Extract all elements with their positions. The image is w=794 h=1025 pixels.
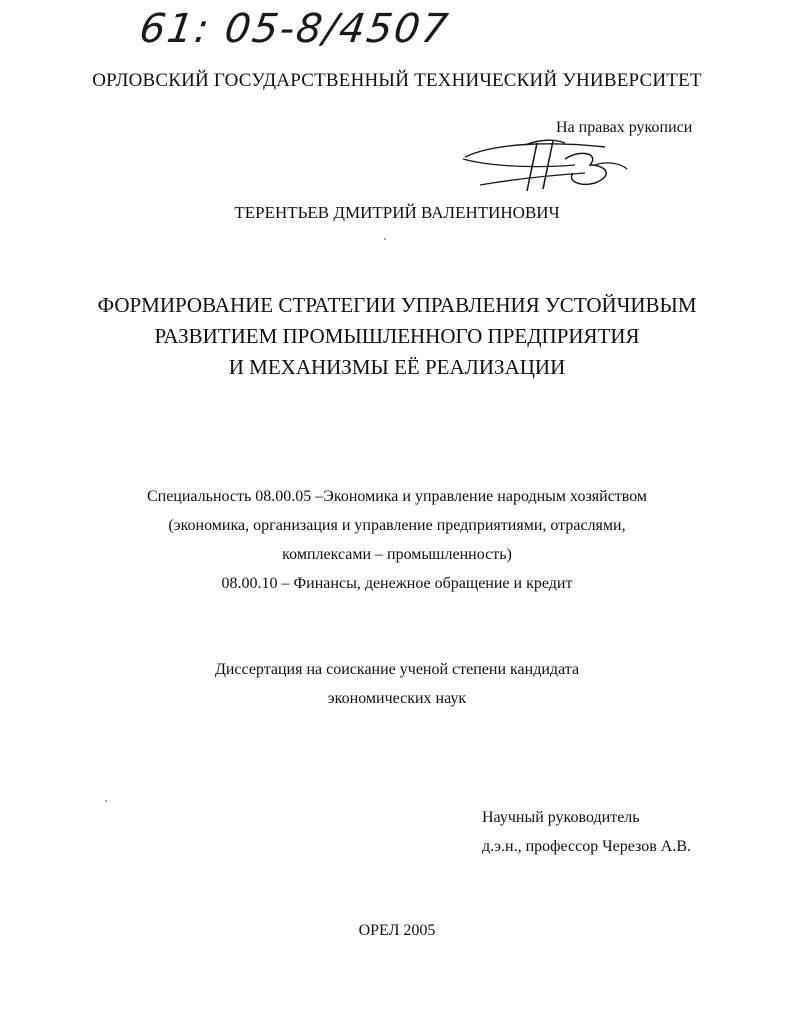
specialty-line: 08.00.10 – Финансы, денежное обращение и кредит [221, 575, 573, 592]
degree-line: экономических наук [327, 690, 467, 707]
title-line: ФОРМИРОВАНИЕ СТРАТЕГИИ УПРАВЛЕНИЯ УСТОЙЧИВЫМ [97, 293, 697, 317]
scan-speck [384, 238, 386, 240]
title-line: И МЕХАНИЗМЫ ЕЁ РЕАЛИЗАЦИИ [228, 355, 566, 379]
city-year: ОРЕЛ 2005 [358, 922, 436, 939]
author-signature [455, 135, 635, 197]
degree-line: Диссертация на соискание ученой степени кандидата [214, 661, 580, 678]
specialty-line: Специальность 08.00.05 –Экономика и управление народным хозяйством [146, 488, 648, 505]
rights-notice: На правах рукописи [556, 119, 693, 136]
specialty-line: (экономика, организация и управление предприятиями, отраслями, [168, 517, 626, 534]
dissertation-title [0, 290, 794, 383]
university-name: ОРЛОВСКИЙ ГОСУДАРСТВЕННЫЙ ТЕХНИЧЕСКИЙ УНИВЕРСИТЕТ [92, 70, 702, 91]
archive-code-handwritten: 61: 05-8/4507 [136, 6, 453, 52]
specialty-line: комплексами – промышленность) [282, 546, 512, 563]
author-name: ТЕРЕНТЬЕВ ДМИТРИЙ ВАЛЕНТИНОВИЧ [234, 203, 560, 222]
scan-speck [105, 800, 107, 802]
advisor-line: Научный руководитель [482, 809, 640, 826]
scientific-advisor [482, 803, 691, 861]
degree-statement [0, 655, 794, 713]
advisor-line: д.э.н., профессор Черезов А.В. [482, 838, 692, 855]
specialty-info [0, 482, 794, 598]
title-line: РАЗВИТИЕМ ПРОМЫШЛЕННОГО ПРЕДПРИЯТИЯ [154, 324, 640, 348]
